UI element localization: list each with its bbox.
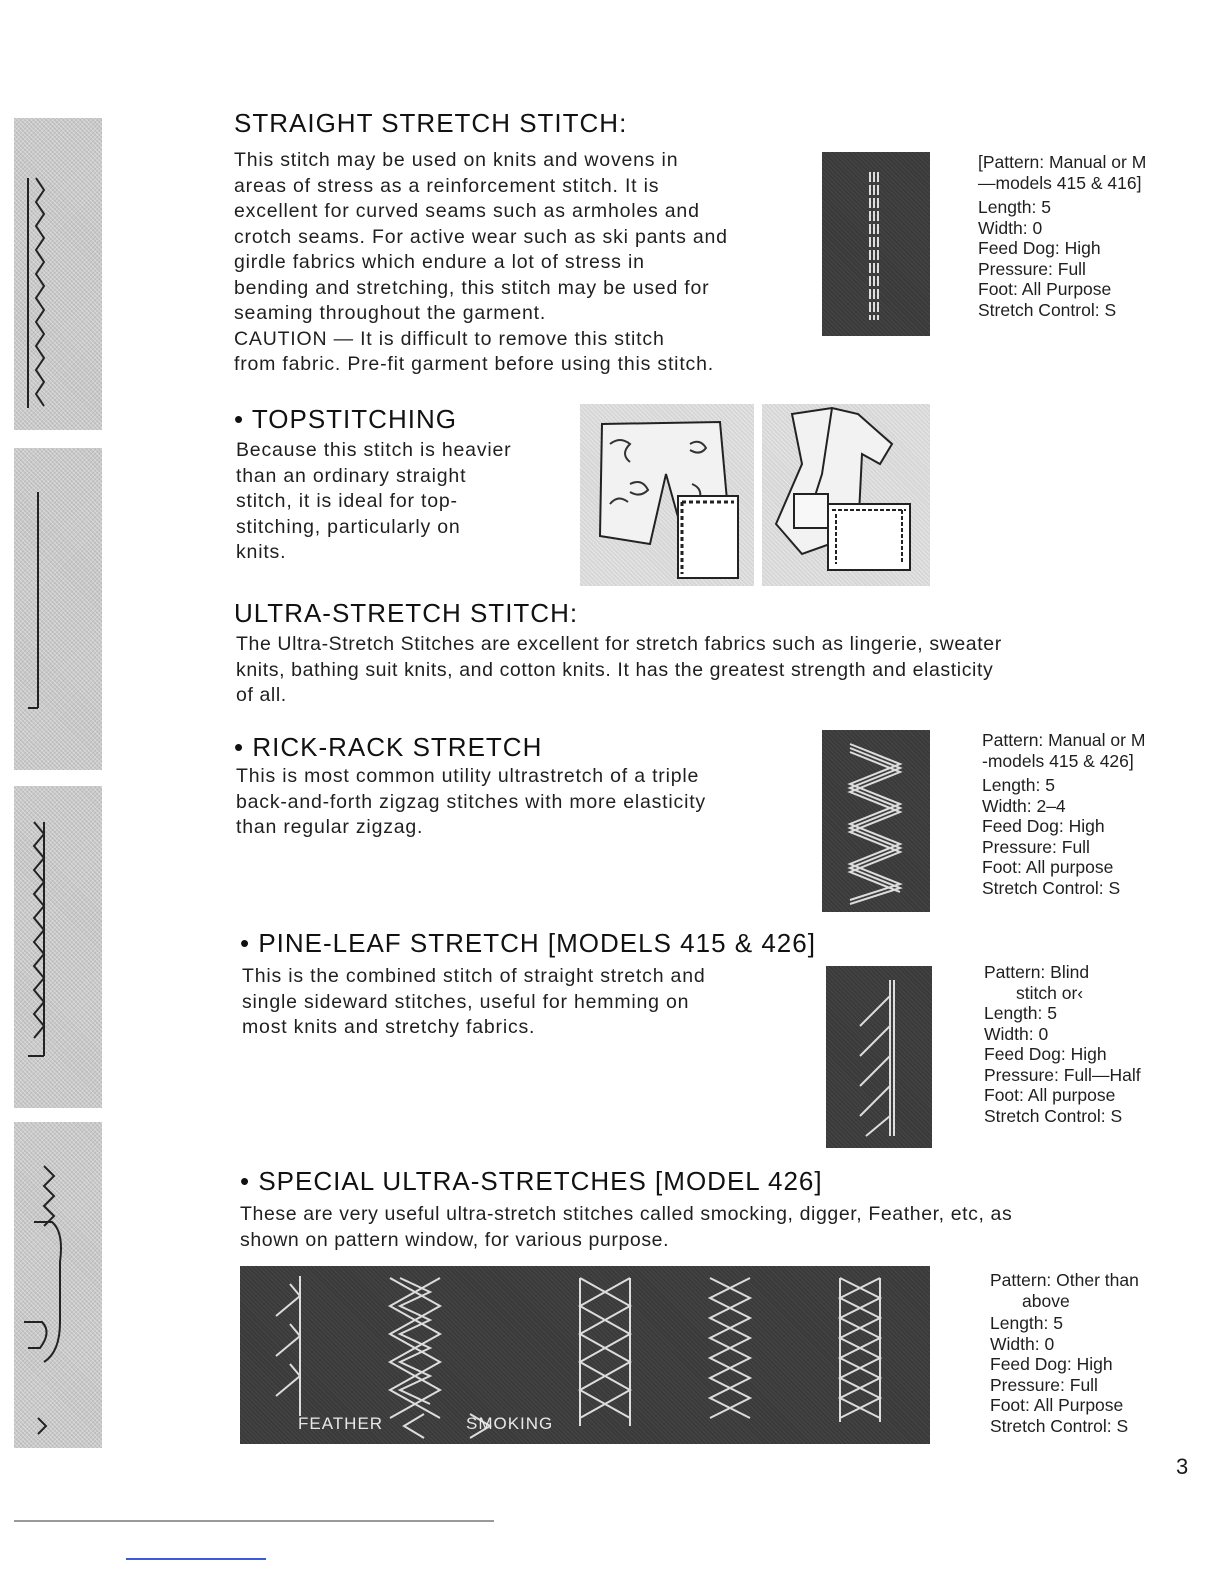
text-line: This stitch may be used on knits and wovens in xyxy=(234,149,679,171)
text-line: This is most common utility ultrastretch of a triple xyxy=(236,765,700,787)
blind-stitch-symbol-icon: ‹ xyxy=(1077,982,1084,1003)
pine-leaf-stitch-icon xyxy=(826,966,932,1148)
text-line: CAUTION — It is difficult to remove this stitch xyxy=(234,327,665,350)
spec-line: Pressure: Full xyxy=(990,1374,1098,1395)
shorts-illustration xyxy=(580,404,754,586)
spec-line: Width: 0 xyxy=(978,217,1043,238)
straight-stretch-body xyxy=(234,148,794,378)
heading-special-ultra: • SPECIAL ULTRA-STRETCHES [MODEL 426] xyxy=(240,1166,823,1196)
margin-stitch-zigzag-icon xyxy=(14,118,102,430)
text-line: single sideward stitches, useful for hemming on xyxy=(242,990,690,1013)
spec-line: Length: 5 xyxy=(984,1003,1057,1023)
text-line: of all. xyxy=(236,684,287,706)
special-stitches-panel xyxy=(240,1266,930,1444)
text-line: The Ultra-Stretch Stitches are excellent for stretch fabrics such as lingerie, sweater xyxy=(236,633,1002,655)
spec-line: Foot: All Purpose xyxy=(978,279,1112,299)
text-line: most knits and stretchy fabrics. xyxy=(242,1016,536,1038)
topstitching-body xyxy=(236,438,536,566)
spec-line: Pattern: Blind xyxy=(984,962,1090,982)
spec-line: Foot: All purpose xyxy=(984,1085,1116,1105)
text-line: shown on pattern window, for various purpose. xyxy=(240,1228,670,1251)
spec-line: [Pattern: Manual or M xyxy=(978,152,1147,172)
margin-stitch-rickrack-icon xyxy=(14,786,102,1108)
spec-line: Stretch Control: S xyxy=(990,1415,1129,1436)
jacket-icon xyxy=(762,404,930,586)
text-line: excellent for curved seams such as armholes and xyxy=(234,200,700,222)
text-line: than an ordinary straight xyxy=(236,464,467,487)
special-specs xyxy=(990,1270,1139,1436)
spec-line: Stretch Control: S xyxy=(982,877,1121,898)
pine-leaf-specs xyxy=(984,962,1141,1126)
spec-line: stitch or xyxy=(1016,982,1078,1003)
bottom-link-rule xyxy=(126,1558,266,1560)
text-line: stitch, it is ideal for top- xyxy=(236,490,458,512)
ultra-stretch-body xyxy=(236,632,1186,709)
text-line: knits. xyxy=(236,541,287,563)
text-line: crotch seams. For active wear such as ski pants and xyxy=(234,225,728,248)
text-line: bending and stretching, this stitch may be used for xyxy=(234,276,710,299)
heading-ultra-stretch: ULTRA-STRETCH STITCH: xyxy=(234,598,579,628)
spec-line: Pressure: Full xyxy=(978,258,1086,279)
spec-line: Length: 5 xyxy=(990,1313,1063,1333)
heading-pine-leaf: • PINE-LEAF STRETCH [MODELS 415 & 426] xyxy=(240,928,816,958)
spec-line: Stretch Control: S xyxy=(984,1105,1123,1126)
heading-straight-stretch: STRAIGHT STRETCH STITCH: xyxy=(234,108,628,138)
text-line: Because this stitch is heavier xyxy=(236,439,512,461)
text-line: back-and-forth zigzag stitches with more elasticity xyxy=(236,790,706,813)
text-line: stitching, particularly on xyxy=(236,515,461,538)
pine-leaf-swatch xyxy=(826,966,932,1148)
margin-strip-rickrack xyxy=(14,786,102,1108)
margin-stitch-hem-icon xyxy=(14,1122,102,1448)
straight-stitch-swatch xyxy=(822,152,930,336)
heading-topstitching: • TOPSTITCHING xyxy=(234,404,457,434)
heading-rick-rack: • RICK-RACK STRETCH xyxy=(234,732,543,762)
page-number: 3 xyxy=(1176,1454,1189,1479)
caption-smoking: SMOKING xyxy=(466,1414,554,1433)
margin-strip-topstitch xyxy=(14,448,102,770)
straight-specs xyxy=(978,152,1146,320)
rick-rack-specs xyxy=(982,730,1145,898)
spec-line: above xyxy=(1022,1290,1070,1311)
text-line: This is the combined stitch of straight stretch and xyxy=(242,965,706,987)
text-line: than regular zigzag. xyxy=(236,816,424,838)
spec-line: Pattern: Other than xyxy=(990,1270,1139,1290)
shorts-icon xyxy=(580,404,754,586)
text-line: areas of stress as a reinforcement stitch. It is xyxy=(234,174,660,197)
spec-line: Pattern: Manual or M xyxy=(982,730,1146,750)
spec-line: Length: 5 xyxy=(978,197,1051,217)
text-line: from fabric. Pre-fit garment before using this stitch. xyxy=(234,353,714,375)
pine-leaf-body xyxy=(242,964,802,1041)
text-line: seaming throughout the garment. xyxy=(234,302,547,324)
special-ultra-body xyxy=(240,1202,1190,1253)
spec-line: Feed Dog: High xyxy=(978,238,1101,258)
caption-feather: FEATHER xyxy=(298,1414,384,1433)
spec-line: Foot: All purpose xyxy=(982,857,1114,877)
rick-rack-stitch-icon xyxy=(822,730,930,912)
text-line: girdle fabrics which endure a lot of stress in xyxy=(234,251,645,273)
spec-line: Length: 5 xyxy=(982,775,1055,795)
rick-rack-swatch xyxy=(822,730,930,912)
spec-line: Width: 0 xyxy=(984,1023,1049,1044)
spec-line: Width: 2–4 xyxy=(982,795,1066,816)
margin-strip-special xyxy=(14,1122,102,1448)
spec-line: Feed Dog: High xyxy=(982,816,1105,836)
straight-stitch-icon xyxy=(822,152,930,336)
text-line: knits, bathing suit knits, and cotton knits. It has the greatest strength and elasticity xyxy=(236,658,994,681)
spec-line: -models 415 & 426] xyxy=(982,750,1134,771)
spec-line: Feed Dog: High xyxy=(984,1044,1107,1064)
spec-line-blind-stitch xyxy=(984,983,1141,1004)
spec-line: Width: 0 xyxy=(990,1333,1055,1354)
spec-line: Foot: All Purpose xyxy=(990,1395,1124,1415)
bottom-rule xyxy=(14,1520,494,1522)
spec-line: Pressure: Full xyxy=(982,836,1090,857)
spec-line: Stretch Control: S xyxy=(978,299,1117,320)
rick-rack-body xyxy=(236,764,796,841)
text-line: These are very useful ultra-stretch stitches called smocking, digger, Feather, etc, as xyxy=(240,1203,1013,1225)
margin-stitch-line-icon xyxy=(14,448,102,770)
spec-line: —models 415 & 416] xyxy=(978,172,1142,193)
margin-strip-straight xyxy=(14,118,102,430)
spec-line: Pressure: Full—Half xyxy=(984,1064,1141,1085)
jacket-illustration xyxy=(762,404,930,586)
spec-line: Feed Dog: High xyxy=(990,1354,1113,1374)
